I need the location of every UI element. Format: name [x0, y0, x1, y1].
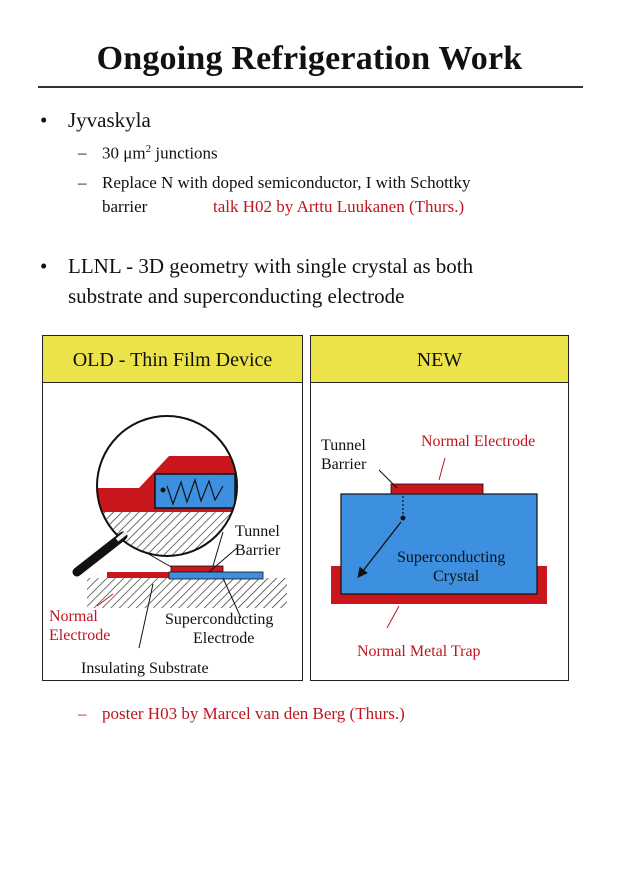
- talk-reference: talk H02 by Arttu Luukanen (Thurs.): [213, 197, 465, 216]
- bullet-llnl: LLNL - 3D geometry with single crystal as both: [68, 254, 474, 278]
- label-trap: Normal Metal Trap: [357, 643, 481, 660]
- dash-marker: –: [78, 173, 87, 192]
- label-crystal: Crystal: [433, 568, 480, 585]
- thin-film-diagram: [43, 336, 302, 680]
- label-substrate: Insulating Substrate: [81, 660, 209, 677]
- bullet-marker: •: [40, 108, 48, 132]
- new-panel-header: NEW: [311, 336, 568, 383]
- label-superconducting: Superconducting: [397, 549, 506, 566]
- bullet-llnl-line2: substrate and superconducting electrode: [68, 284, 405, 308]
- label-normal: Normal: [49, 608, 98, 625]
- crystal-diagram: [311, 336, 568, 680]
- sub-replace: Replace N with doped semiconductor, I with Schottky: [102, 173, 471, 192]
- dash-marker: –: [78, 143, 87, 162]
- old-device-panel: [42, 335, 303, 681]
- poster-reference: poster H03 by Marcel van den Berg (Thurs.): [102, 704, 405, 723]
- old-panel-header: OLD - Thin Film Device: [43, 336, 302, 383]
- label-sc-electrode: Electrode: [193, 630, 255, 647]
- slide-title: Ongoing Refrigeration Work: [96, 40, 523, 77]
- label-barrier: Barrier: [235, 542, 281, 559]
- title-divider: [38, 86, 583, 88]
- bullet-jyvaskyla: Jyvaskyla: [68, 108, 151, 132]
- substrate-layer: [87, 578, 287, 608]
- label-tunnel: Tunnel: [235, 523, 280, 540]
- label-tunnel: Tunnel: [321, 437, 366, 454]
- label-normal-electrode: Electrode: [49, 627, 111, 644]
- sub-replace-barrier: barrier: [102, 197, 148, 216]
- bullet-marker: •: [40, 254, 48, 278]
- magnifier-handle: [77, 536, 123, 572]
- superconducting-film: [169, 572, 263, 579]
- normal-electrode-top: [391, 484, 483, 494]
- label-normal-electrode: Normal Electrode: [421, 433, 536, 450]
- dash-marker: –: [78, 704, 87, 723]
- label-barrier: Barrier: [321, 456, 367, 473]
- label-superconducting: Superconducting: [165, 611, 274, 628]
- new-device-panel: [310, 335, 569, 681]
- sub-junctions: 30 $\mu m^2$ junctions: [102, 143, 218, 163]
